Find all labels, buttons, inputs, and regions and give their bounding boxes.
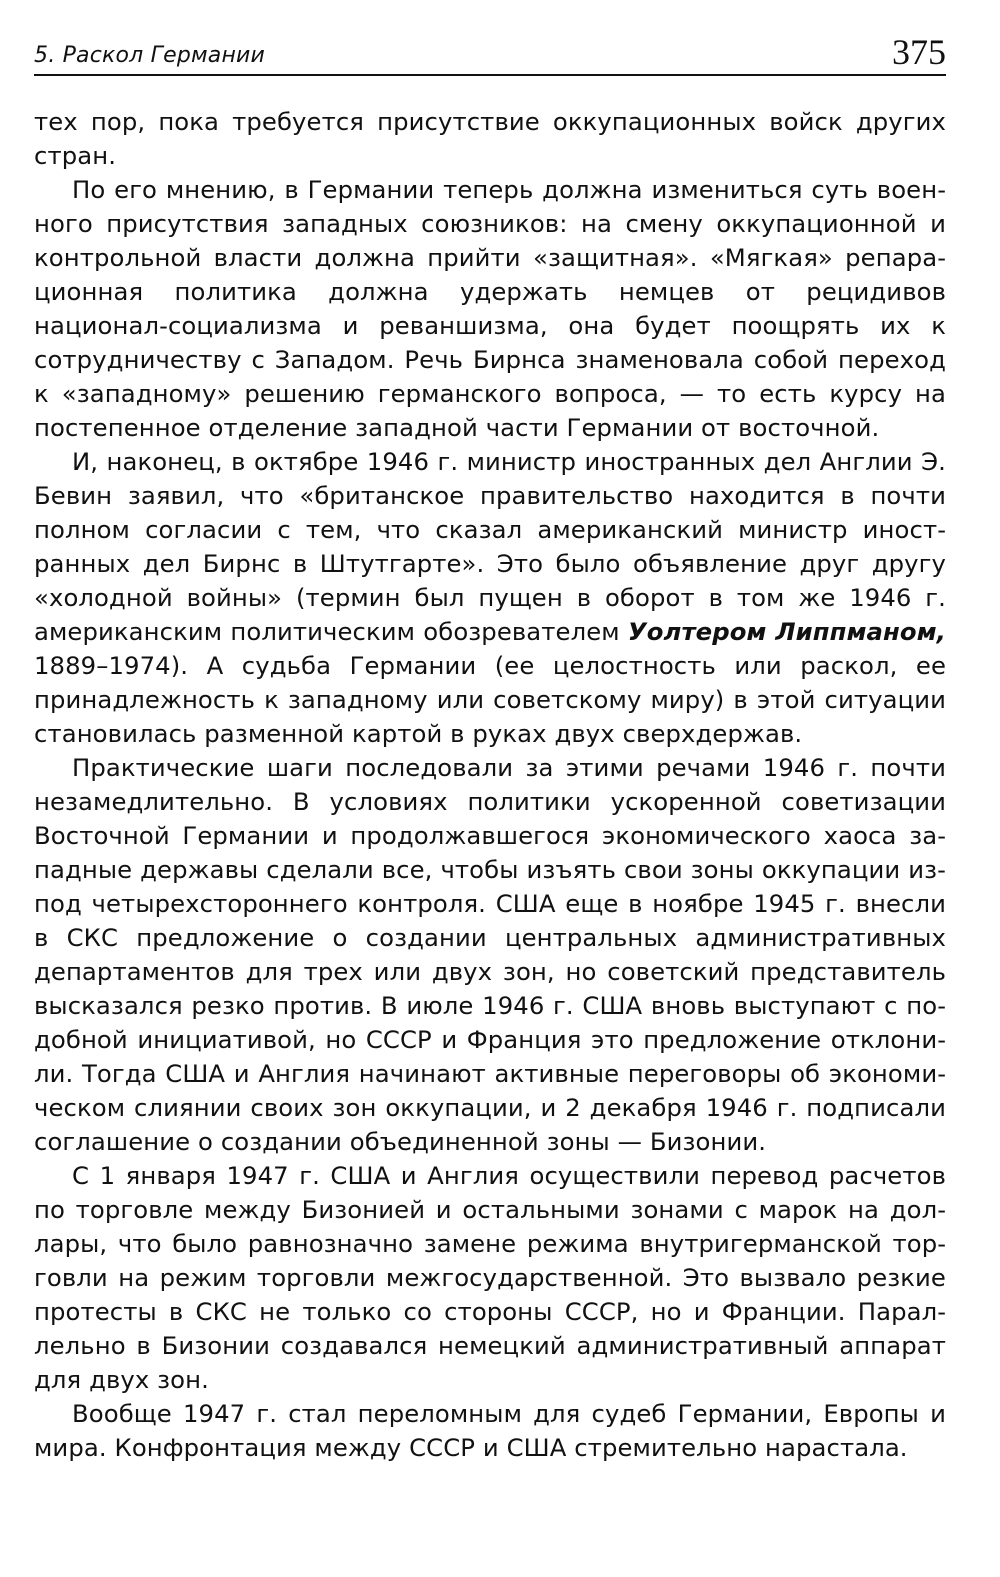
paragraph: Вообще 1947 г. стал переломным для судеб Германии, Европы и мира. Конфронтация между СССР и США стремительно нарастала. (34, 1399, 946, 1462)
emphasized-name: Уолтером Липпманом, (627, 617, 946, 646)
body-text (34, 105, 946, 1465)
paragraph-text: И, наконец, в октябре 1946 г. министр иностранных дел Англии Э. Бевин заявил, что «британское правительство находится в почти полном согласии с тем, что сказал американский министр иностранных дел Бирнс в Штутгарте». Это было объявление друг другу «холодной войны» (термин был пущен в оборот в том же 1946 г. американским политическим обозревателем (34, 447, 946, 646)
chapter-title: 5. Раскол Германии (34, 43, 266, 68)
paragraph-continuation: тех пор, пока требуется присутствие оккупационных войск других стран. (34, 107, 946, 170)
paragraph-text: 1889–1974). А судьба Германии (ее целостность или раскол, ее принадлежность к западному или советскому миру) в этой ситуации становилась разменной картой в руках двух сверхдержав. (34, 651, 946, 748)
paragraph: С 1 января 1947 г. США и Англия осуществили перевод расчетов по торговле между Бизонией и остальными зонами с марок на доллары, что было равнозначно замене режима внутригерманской торговли на режим торговли межгосударственной. Это вызвало резкие протесты в СКС не только со стороны СССР, но и Франции. Параллельно в Бизонии создавался немецкий административный аппарат для двух зон. (34, 1161, 946, 1394)
paragraph: Практические шаги последовали за этими речами 1946 г. почти незамедлительно. В условиях политики ускоренной советизации Восточной Германии и продолжавшегося экономического хаоса западные державы сделали все, чтобы изъять свои зоны оккупации из-под четырехстороннего контроля. США еще в ноябре 1945 г. внесли в СКС предложение о создании центральных административных департаментов для трех или двух зон, но советский представитель высказался резко против. В июле 1946 г. США вновь выступают с подобной инициативой, но СССР и Франция это предложение отклонили. Тогда США и Англия начинают активные переговоры об экономическом слиянии своих зон оккупации, и 2 декабря 1946 г. подписали соглашение о создании объединенной зоны — Бизонии. (34, 753, 946, 1156)
running-header (34, 30, 946, 76)
paragraph: По его мнению, в Германии теперь должна измениться суть военного присутствия западных союзников: на смену оккупационной и контрольной власти должна прийти «защитная». «Мягкая» репарационная политика должна удержать немцев от рецидивов национал-социализма и реваншизма, она будет поощрять их к сотрудничеству с Западом. Речь Бирнса знаменовала собой переход к «западному» решению германского вопроса, — то есть курсу на постепенное отделение западной части Германии от восточной. (34, 175, 946, 442)
paragraph (34, 445, 946, 751)
book-page (34, 0, 946, 1577)
page-number: 375 (892, 32, 946, 72)
